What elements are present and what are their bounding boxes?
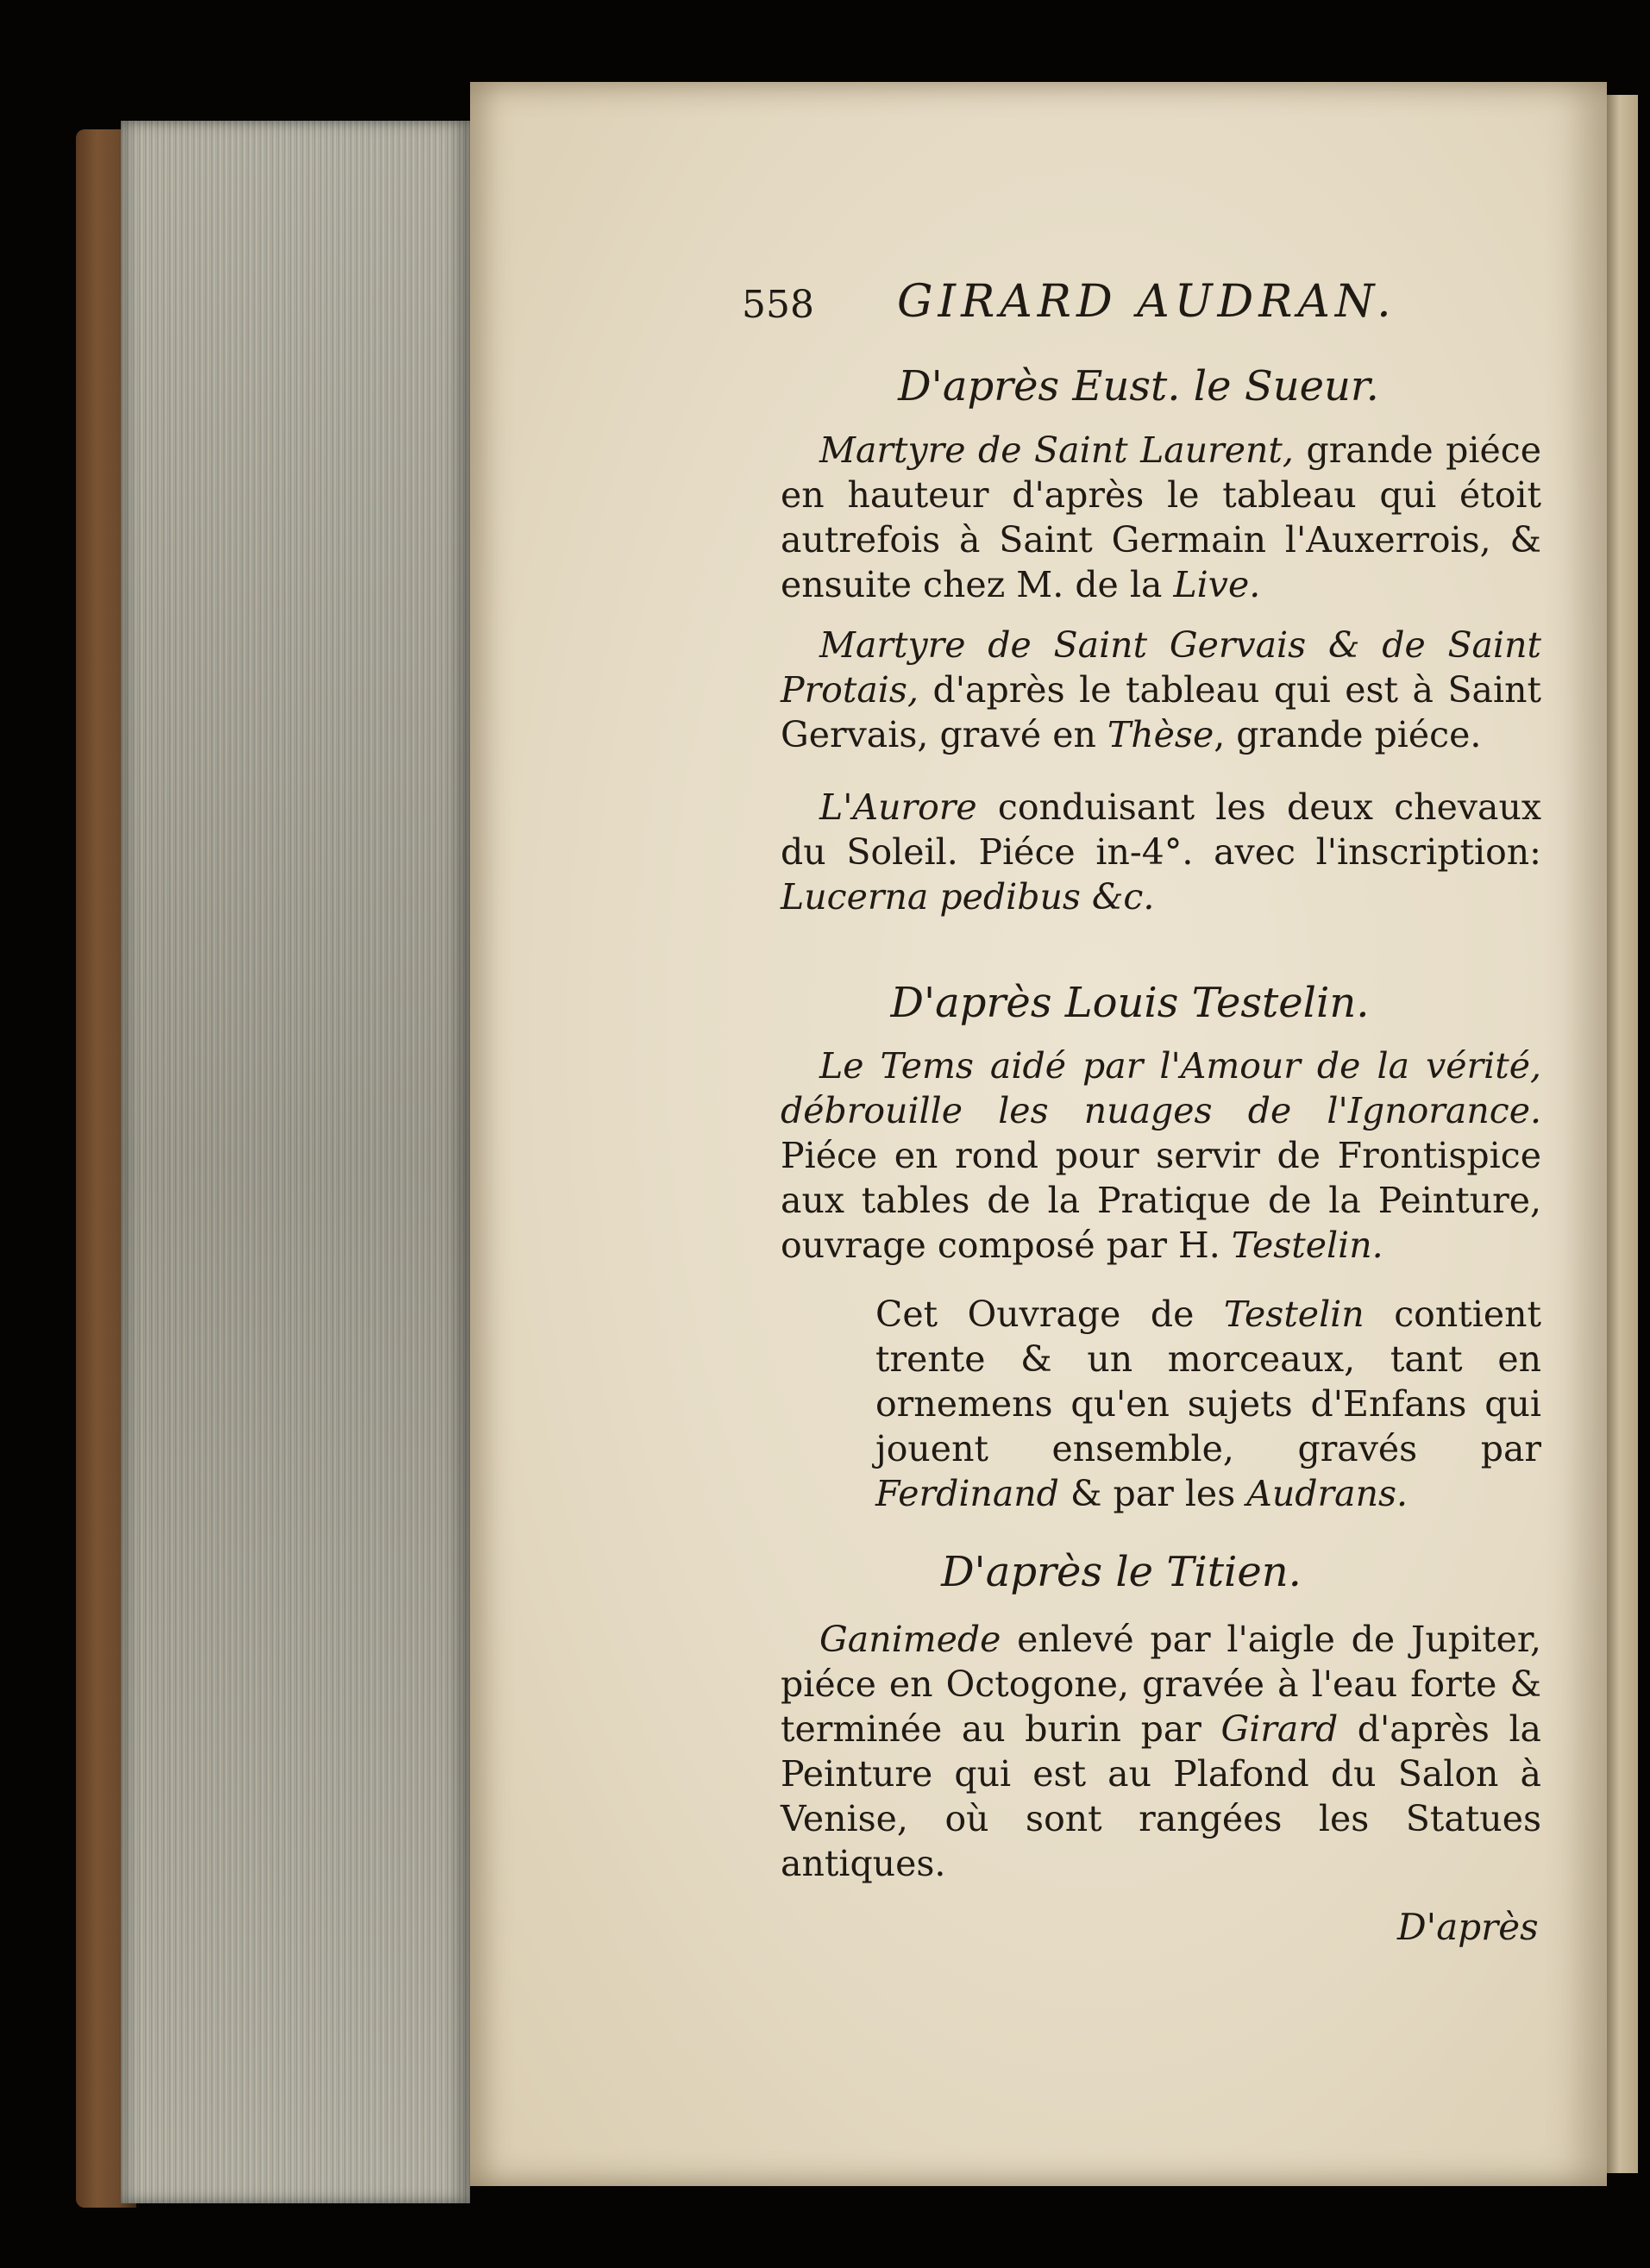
facing-page-edge <box>1607 95 1638 2173</box>
page-header <box>742 276 1518 336</box>
section-heading: D'après Eust. le Sueur. <box>898 362 1379 410</box>
section-heading: D'après Louis Testelin. <box>890 979 1370 1027</box>
page-edges <box>121 121 470 2203</box>
editorial-note: Cet Ouvrage de Testelin contient trente & un morceaux, tant en ornemens qu'en sujets d'Enfans qui jouent ensemble, gravés par Ferdinand & par les Audrans. <box>875 1294 1541 1514</box>
catalogue-entry: Martyre de Saint Gervais & de Saint Protais, d'après le tableau qui est à Saint Gervais, gravé en Thèse, grande piéce. <box>781 624 1541 755</box>
running-head: GIRARD AUDRAN. <box>897 276 1396 328</box>
catchword: D'après <box>1397 1906 1539 1948</box>
page-number: 558 <box>742 283 814 327</box>
catalogue-entry: Martyre de Saint Laurent, grande piéce en hauteur d'après le tableau qui étoit autrefois à Saint Germain l'Auxerrois, & ensuite chez M. de la Live. <box>781 429 1541 605</box>
catalogue-entry: Ganimede enlevé par l'aigle de Jupiter, piéce en Octogone, gravée à l'eau forte & terminée au burin par Girard d'après la Peinture qui est au Plafond du Salon à Venise, où sont rangées les Statues antiques. <box>781 1619 1541 1884</box>
catalogue-entry: L'Aurore conduisant les deux chevaux du Soleil. Piéce in-4°. avec l'inscription: Lucerna pedibus &c. <box>781 786 1541 918</box>
catalogue-entry: Le Tems aidé par l'Amour de la vérité, débrouille les nuages de l'Ignorance. Piéce en rond pour servir de Frontispice aux tables de la Pratique de la Peinture, ouvrage composé par H. Testelin. <box>781 1045 1541 1266</box>
section-heading: D'après le Titien. <box>941 1548 1302 1596</box>
